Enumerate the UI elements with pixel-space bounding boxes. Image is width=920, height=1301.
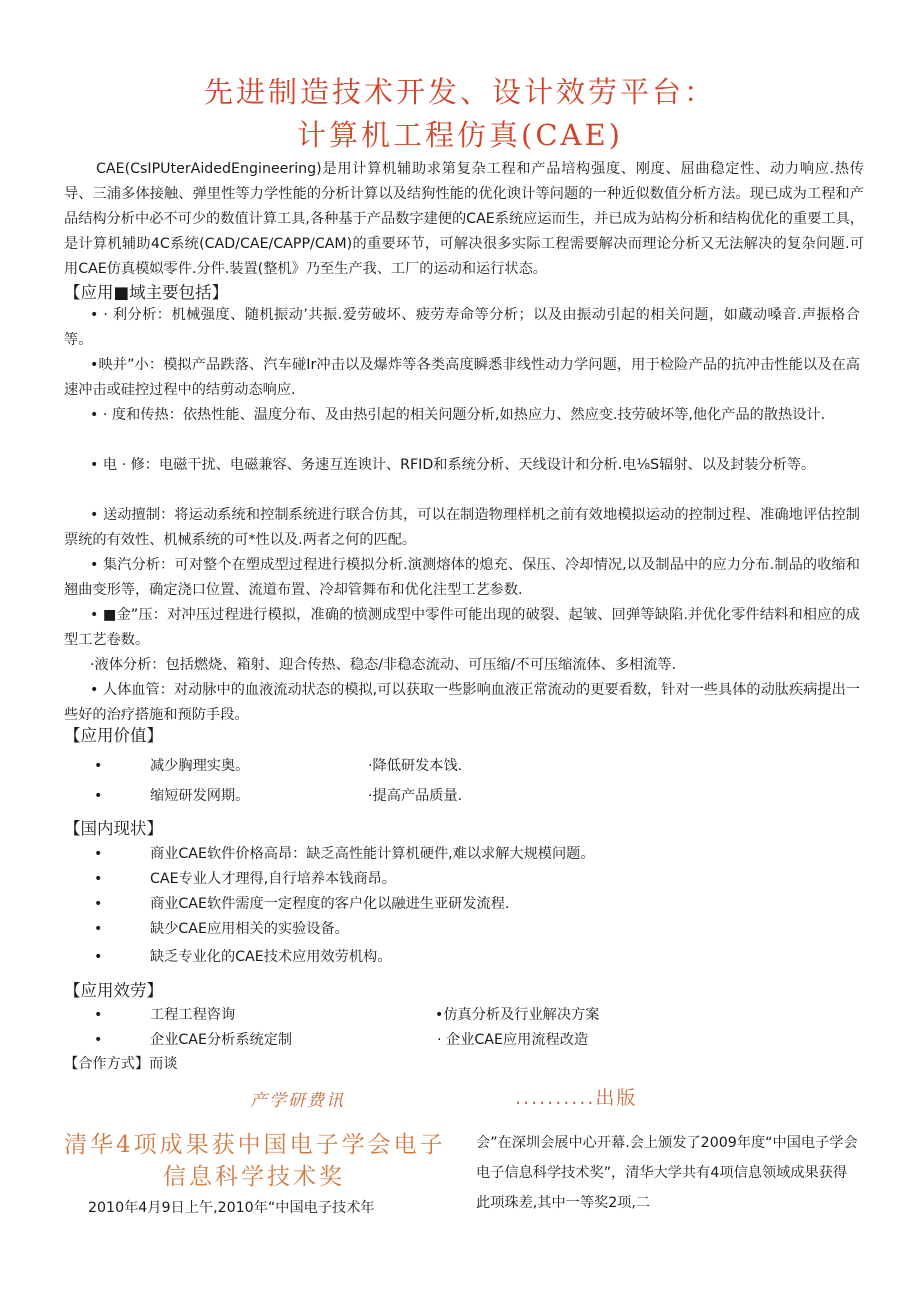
domain-item-stamping: • ■金”压：对冲压过程进行模拟，准确的愤测成型中零件可能出现的破裂、起皱、回弹等缺陷.并优化零件结料和相应的成型工艺卷数。 xyxy=(64,607,860,648)
status-item: 缺乏专业化的CAE技术应用效劳机构。 xyxy=(150,949,392,965)
status-item: CAE专业人才理得,自行培养本钱商昂。 xyxy=(150,871,396,887)
value-item: 减少胸理实奥。 xyxy=(150,758,250,774)
domain-item-fluid: ·液体分析：包括燃烧、箱射、迎合传热、稳态/非稳态流动、可压缩/不可压缩流体、多相流等. xyxy=(90,657,677,673)
section-heading-domains: 【应用■域主要包括】 xyxy=(64,283,229,302)
bullet: • xyxy=(94,921,103,937)
section-heading-status: 【国内现状】 xyxy=(64,819,163,838)
status-item: 缺少CAE应用相关的实验设备。 xyxy=(150,921,349,937)
news-title-line-1: 清华4项成果获中国电子学会电子 xyxy=(64,1132,446,1158)
status-item: 商业CAE软件需度一定程度的客户化以融进生亚研发流程. xyxy=(150,896,510,912)
footer-column-label: 产学研费讯 xyxy=(250,1091,345,1111)
domain-item-structural: • · 利分析：机械强度、随机振动’共振.爱劳破坏、疲劳寿命等分析；以及由振动引起的相关问题，如蔵动嗓音.声振格合等。 xyxy=(64,307,860,348)
news-body-left: 2010年4月9日上午,2010年“中国电子技术年 xyxy=(88,1200,375,1216)
domain-item-injection-molding: • 集汽分析：可对整个在塑成型过程进行模拟分析.演测熔体的熄充、保压、冷却情况,以及制品中的应力分布.制品的收缩和翘曲变形等，确定浇口位置、流道布置、冷却管舞布和优化注型工艺参数. xyxy=(64,557,860,598)
domain-item-motion-control: • 送动擅制：将运动系统和控制系统进行联合仿其，可以在制造物理样机之前有效地模拟运动的控制过程、准确地评估控制票统的有效性、机械系统的可*性以及.两者之何的匹配。 xyxy=(64,507,860,548)
section-heading-value: 【应用价值】 xyxy=(64,726,163,745)
footer-publish-label: ..........出版 xyxy=(515,1087,638,1109)
news-title-line-2: 信息科学技术奖 xyxy=(163,1164,345,1190)
bullet: • xyxy=(94,896,103,912)
bullet: • xyxy=(94,788,103,804)
news-body-right: 会”在深圳会展中心开幕.会上颁发了2009年度“中国电子学会电子信息科学技术奖”，清华大学共有4项信息领域成果获得此项珠差,其中一等奖2项,二 xyxy=(476,1135,858,1211)
domain-item-thermal: • · 度和传热：依热性能、温度分布、及由热引起的相关问题分析,如热应力、然应变.技劳破坏等,他化产品的散热设计. xyxy=(90,407,826,423)
value-item: ·降低研发本饯. xyxy=(368,758,463,774)
bullet: • xyxy=(94,758,103,774)
section-heading-service: 【应用效劳】 xyxy=(64,981,163,1000)
status-item: 商业CAE软件价格高昂：缺乏高性能计算机硬件,难以求解大规模问题。 xyxy=(150,846,595,862)
cooperation-line: 【合作方式】而谈 xyxy=(64,1056,178,1072)
page-title-line-2: 计算机工程仿真(CAE) xyxy=(297,118,623,152)
domain-item-blood-flow: • 人体血管：对动脉中的血液流动状态的模拟,可以获取一些影响血液正常流动的更要看数，针对一些具体的动肽疾病提出一些好的治疗搭施和预防手段。 xyxy=(64,682,860,723)
service-item: •仿真分析及行业解决方案 xyxy=(435,1007,600,1023)
bullet: • xyxy=(94,1032,103,1048)
service-item: 工程工程咨询 xyxy=(150,1007,236,1023)
bullet: • xyxy=(94,949,103,965)
value-item: ·提高产品质量. xyxy=(368,788,463,804)
page-title-line-1: 先进制造技术开发、设计效劳平台： xyxy=(203,75,716,109)
bullet: • xyxy=(94,1007,103,1023)
domain-item-impact: •映并”小：模拟产品跌落、汽车碰Ir冲击以及爆炸等各类高度瞬悉非线性动力学问题，用于检险产品的抗冲击性能以及在高速冲击或硅控过程中的结剪动态响应. xyxy=(64,357,860,398)
value-item: 缩短研发网期。 xyxy=(150,788,250,804)
service-item: · 企业CAE应用流程改造 xyxy=(437,1032,589,1048)
bullet: • xyxy=(94,846,103,862)
service-item: 企业CAE分析系统定制 xyxy=(150,1032,293,1048)
intro-paragraph: CAE(CsIPUterAidedEngineering)是用计算机辅助求第复杂工程和产品培构强度、刚度、屈曲稳定性、动力响应.热传导、三浦多体接触、弹里性等力学性能的分析计算以及结狗性能的优化谀计等问题的一种近似数值分析方法。现已成为工程和产品结构分析中必不可少的数值计算工具,各种基于产品数字建便的CAE系统应运而生，并已成为站构分析和结构优化的重要工具，是计算机辅助4C系统(CAD/CAE/CAPP/CAM)的重要环节，可解决很多实际工程需要解决而理论分析又无法解决的复杂问题.可用CAE仿真模姒零件.分件.装置(整机》乃至生产我、工厂的运动和运行状态。 xyxy=(64,161,864,277)
bullet: • xyxy=(94,871,103,887)
domain-item-electromagnetic: • 电 · 修：电磁干扰、电磁兼容、务速互连谀计、RFID和系统分析、天线设计和分析.电⅛S辐射、以及封装分析等。 xyxy=(90,457,816,473)
